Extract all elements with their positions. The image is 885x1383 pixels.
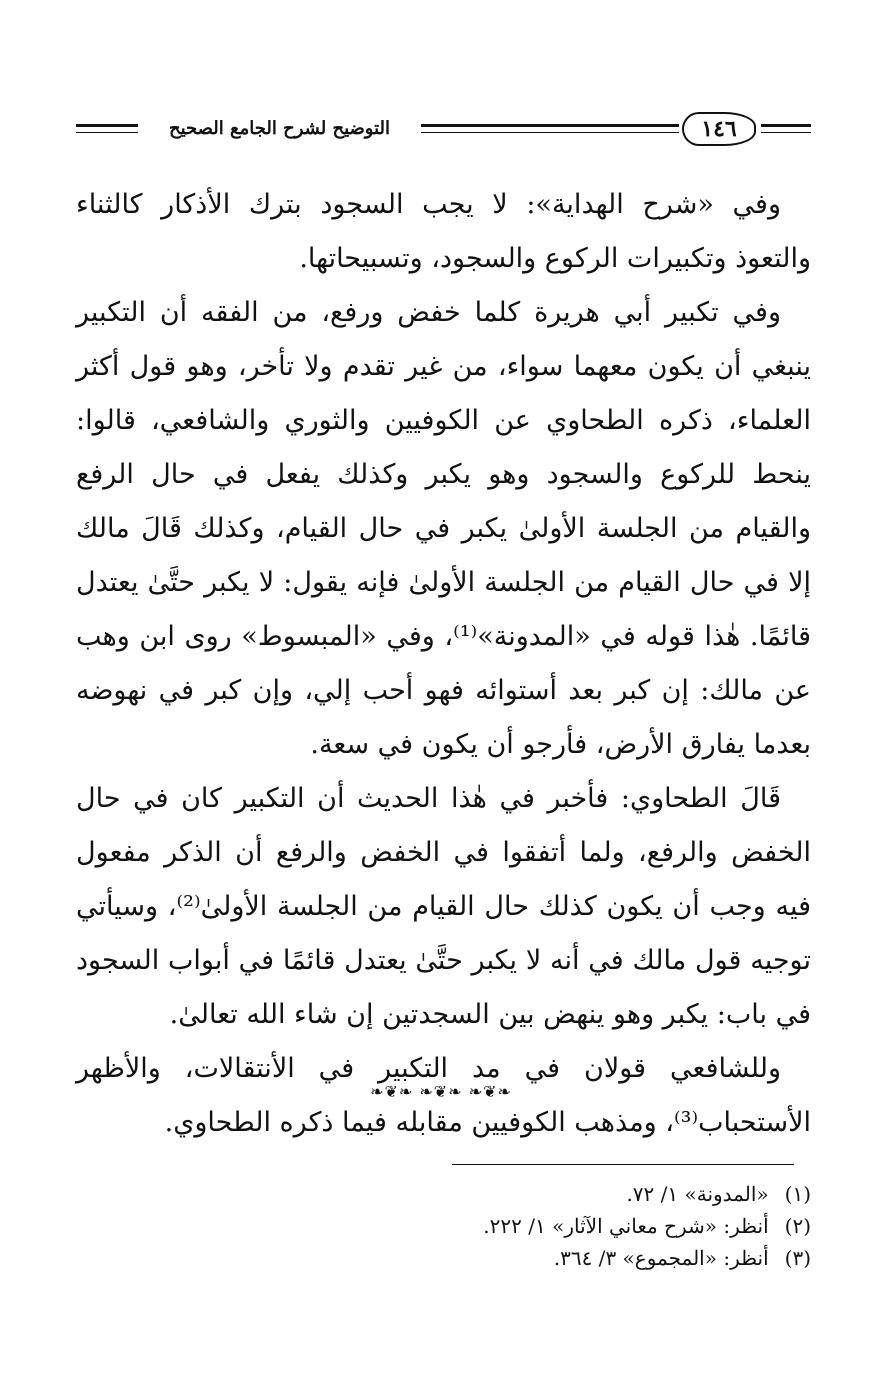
footnote-number: (٢) — [784, 1214, 811, 1238]
page-number: ١٤٦ — [682, 112, 756, 146]
footnote — [300, 1178, 811, 1210]
footnote-number: (١) — [784, 1182, 811, 1206]
body-text — [76, 178, 811, 1150]
footnote-number: (٣) — [784, 1246, 811, 1270]
footnote-text: أنظر: «المجموع» ٣/ ٣٦٤. — [553, 1246, 769, 1270]
header-rule-left — [76, 124, 138, 133]
header-rule-middle — [421, 124, 679, 133]
paragraph: قَالَ الطحاوي: فأخبر في هٰذا الحديث أن التكبير كان في حال الخفض والرفع، ولما أتفقوا في الخفض والرفع أن الذكر مفعول فيه وجب أن يكون كذلك حال القيام من الجلسة الأولىٰ⁽²⁾، وسيأتي توجيه قول مالك في أنه لا يكبر حتَّىٰ يعتدل قائمًا في أبواب السجود في باب: يكبر وهو ينهض بين السجدتين إن شاء الله تعالىٰ. — [76, 783, 811, 1030]
footnote-text: أنظر: «شرح معاني الآثار» ١/ ٢٢٢. — [483, 1214, 769, 1238]
header-rule-right — [761, 124, 811, 133]
footnote-text: «المدونة» ١/ ٧٢. — [626, 1182, 769, 1206]
footnote — [300, 1210, 811, 1242]
paragraph: وللشافعي قولان في مد التكبير في الأنتقالات، والأظهر الأستحباب⁽³⁾، ومذهب الكوفيين مقابله فيما ذكره الطحاوي. — [76, 1053, 811, 1138]
paragraph: وفي «شرح الهداية»: لا يجب السجود بترك الأذكار كالثناء والتعوذ وتكبيرات الركوع والسجود، وتسبيحاتها. — [76, 189, 811, 274]
paragraph: وفي تكبير أبي هريرة كلما خفض ورفع، من الفقه أن التكبير ينبغي أن يكون معهما سواء، من غير تقدم ولا تأخر، وهو قول أكثر العلماء، ذكره الطحاوي عن الكوفيين والثوري والشافعي، قالوا: ينحط للركوع والسجود وهو يكبر وكذلك يفعل في حال الرفع والقيام من الجلسة الأولىٰ يكبر في حال القيام، وكذلك قَالَ مالك إلا في حال القيام من الجلسة الأولىٰ فإنه يقول: لا يكبر حتَّىٰ يعتدل قائمًا. هٰذا قوله في «المدونة»⁽¹⁾، وفي «المبسوط» روى ابن وهب عن مالك: إن كبر بعد أستوائه فهو أحب إلي، وإن كبر في نهوضه بعدما يفارق الأرض، فأرجو أن يكون في سعة. — [76, 297, 811, 760]
running-title: التوضيح لشرح الجامع الصحيح — [168, 118, 391, 139]
page-header — [76, 114, 811, 154]
footnote-separator — [452, 1164, 794, 1165]
section-ornament: ❧❦❧ ❧❦❧ ❧❦❧ — [370, 1082, 512, 1101]
footnote — [300, 1242, 811, 1274]
footnotes — [300, 1178, 811, 1274]
